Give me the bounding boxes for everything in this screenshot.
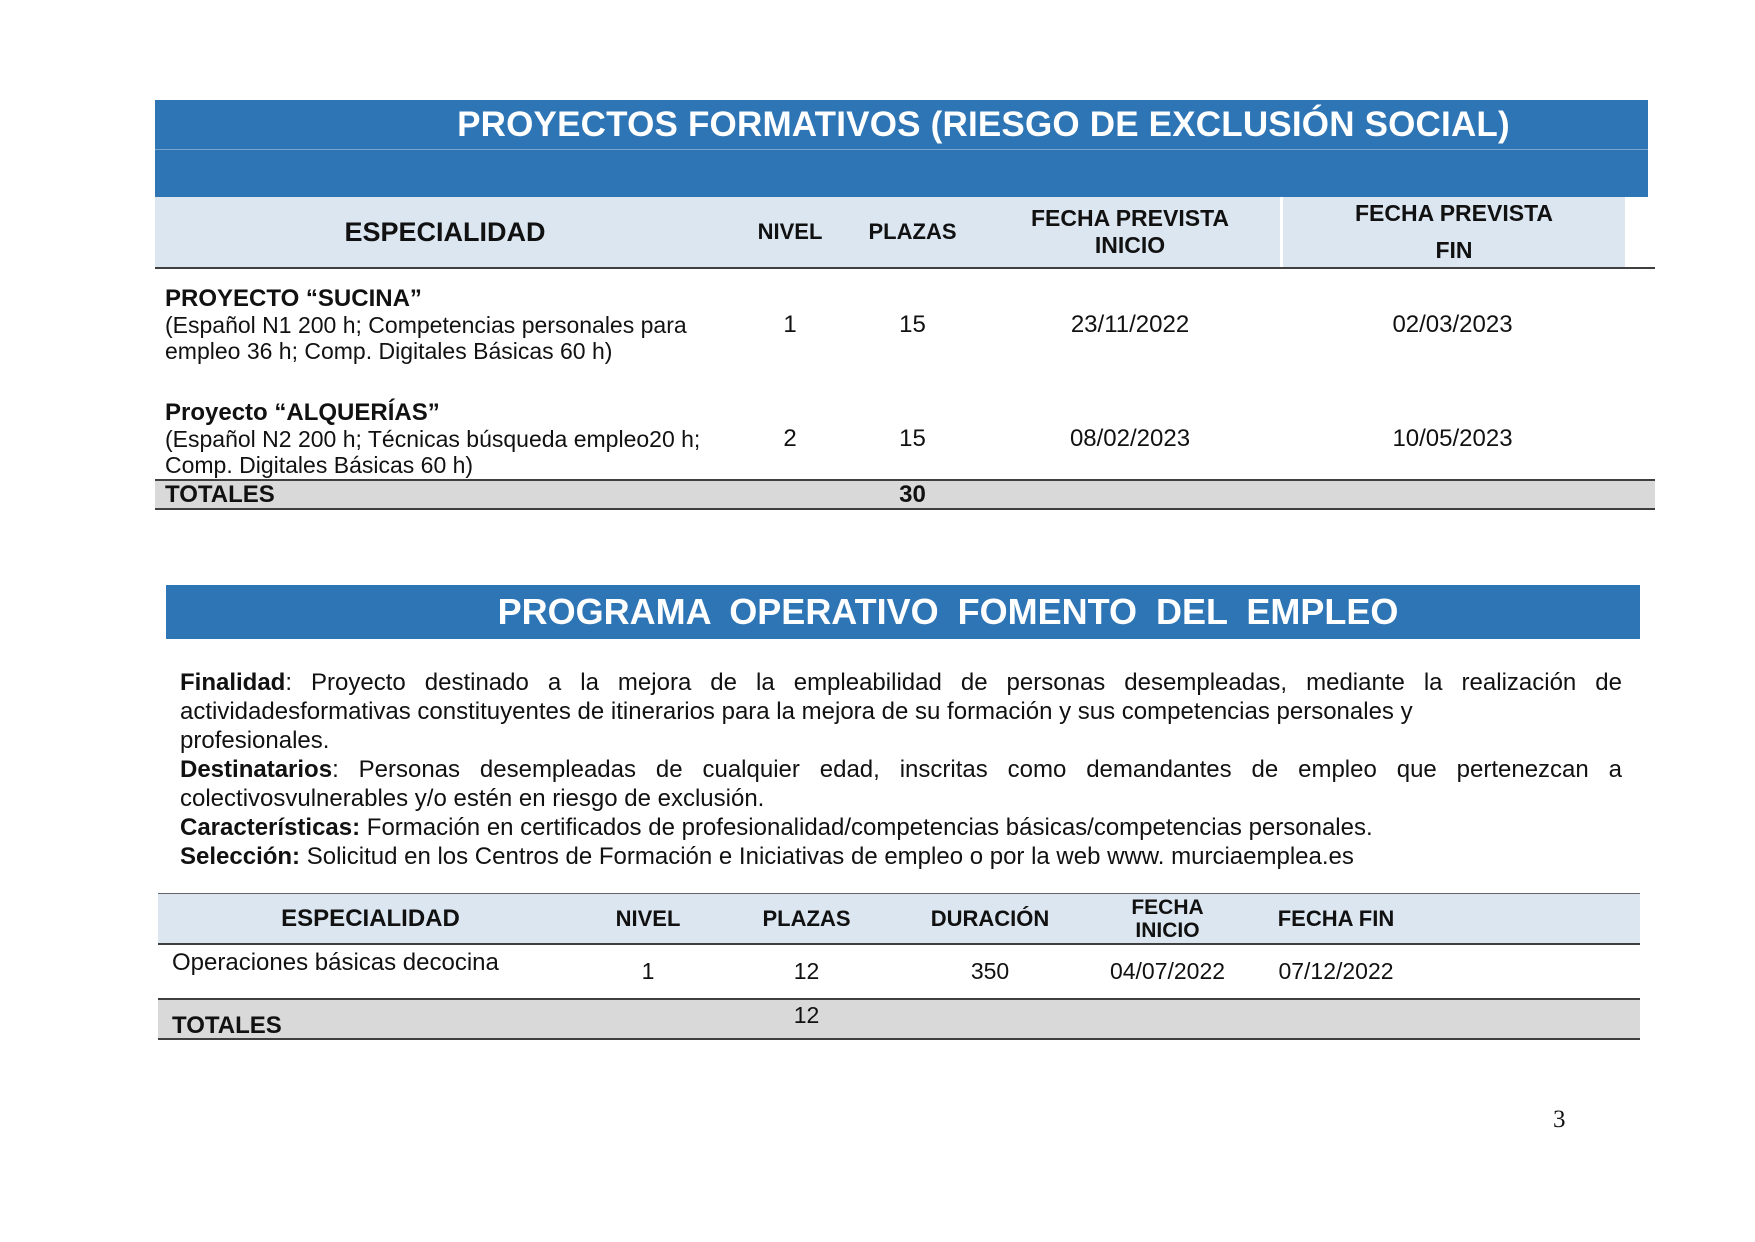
- paragraph-label: Finalidad: [180, 669, 286, 696]
- header-fecha-prevista-inicio-line1: FECHA PREVISTA: [1030, 205, 1230, 231]
- cell-nivel: 1: [641, 958, 655, 984]
- header-fecha-prevista-fin: [1280, 197, 1625, 267]
- paragraph-text: colectivosvulnerables y/o estén en riesgo de exclusión.: [180, 785, 765, 812]
- cell-spacer: [1417, 945, 1497, 998]
- proyectos-title-banner: [155, 100, 1648, 197]
- header-empty: [1417, 894, 1497, 943]
- programa-title-banner: [166, 585, 1640, 639]
- header-nivel: NIVEL: [735, 197, 845, 267]
- cell-fecha-inicio: 08/02/2023: [1069, 425, 1191, 452]
- cell-plazas: 15: [899, 425, 926, 452]
- header-fecha-fin: FECHA FIN: [1255, 894, 1417, 943]
- cell-fecha-inicio: 04/07/2022: [1109, 958, 1226, 984]
- paragraph-seleccion-line: [180, 842, 1622, 871]
- proyectos-title-row: [155, 100, 1648, 150]
- header-spacer: [1625, 197, 1655, 267]
- paragraph-finalidad-line: [180, 697, 1622, 726]
- programa-totals-row: [158, 998, 1640, 1040]
- paragraph-text: : Personas desempleadas de cualquier edad, inscritas como demandantes de empleo que pertenezcan a: [332, 756, 1622, 783]
- project-detail-line: Comp. Digitales Básicas 60 h): [165, 452, 474, 478]
- header-fecha-prevista-inicio: [980, 197, 1280, 267]
- header-plazas: PLAZAS: [845, 197, 980, 267]
- totals-spacer: [1080, 1000, 1255, 1040]
- cell-nivel: 1: [783, 311, 797, 338]
- paragraph-destinatarios-line: [180, 784, 1622, 813]
- header-nivel: NIVEL: [583, 894, 713, 943]
- section-proyectos-formativos: [155, 100, 1655, 510]
- totals-label: TOTALES: [172, 1012, 282, 1039]
- header-fecha-inicio-line2: INICIO: [1135, 918, 1200, 942]
- table-row-operaciones-basicas: [158, 945, 1640, 998]
- header-empty: [1497, 894, 1640, 943]
- page-number: 3: [1553, 1106, 1566, 1133]
- totals-spacer: [1417, 1000, 1497, 1040]
- cell-especialidad: [155, 400, 735, 478]
- project-title: Proyecto “ALQUERÍAS”: [165, 399, 440, 426]
- cell-especialidad: [155, 286, 735, 364]
- paragraph-text: Solicitud en los Centros de Formación e Iniciativas de empleo o por la web www. murciaemplea.es: [300, 843, 1354, 870]
- totals-spacer: [583, 1000, 713, 1040]
- cell-plazas: 15: [899, 311, 926, 338]
- header-fecha-inicio: [1080, 894, 1255, 943]
- cell-duracion: 350: [970, 958, 1010, 984]
- totals-spacer: [1255, 1000, 1417, 1040]
- cell-especialidad: Operaciones básicas decocina: [172, 949, 499, 976]
- totals-plazas-value: 30: [899, 481, 926, 508]
- header-fecha-prevista-fin-line1: FECHA PREVISTA: [1354, 200, 1554, 226]
- cell-spacer: [1497, 945, 1640, 998]
- paragraph-caracteristicas-line: [180, 813, 1622, 842]
- paragraph-finalidad-line: [180, 726, 1622, 755]
- proyectos-totals-row: [155, 479, 1655, 510]
- proyectos-title: PROYECTOS FORMATIVOS (RIESGO DE EXCLUSIÓN SOCIAL): [457, 104, 1510, 144]
- header-duracion: DURACIÓN: [900, 894, 1080, 943]
- header-fecha-prevista-fin-line2: FIN: [1435, 237, 1473, 263]
- cell-nivel: 2: [783, 425, 797, 452]
- cell-plazas: 12: [793, 958, 820, 984]
- header-especialidad: ESPECIALIDAD: [155, 197, 735, 267]
- totals-spacer: [1497, 1000, 1640, 1040]
- programa-table: [158, 893, 1640, 1040]
- cell-fecha-inicio: 23/11/2022: [1070, 311, 1190, 338]
- paragraph-label: Características:: [180, 814, 361, 841]
- programa-table-header: [158, 893, 1640, 945]
- project-title: PROYECTO “SUCINA”: [165, 285, 422, 312]
- header-fecha-prevista-inicio-line2: INICIO: [1094, 232, 1166, 258]
- header-fecha-inicio-line1: FECHA: [1131, 895, 1204, 919]
- project-detail-line: (Español N1 200 h; Competencias personales para: [165, 312, 687, 338]
- paragraph-text: actividadesformativas constituyentes de itinerarios para la mejora de su formación y sus competencias personales y: [180, 698, 1413, 725]
- paragraph-label: Destinatarios: [180, 756, 333, 783]
- header-especialidad: ESPECIALIDAD: [158, 894, 583, 943]
- cell-fecha-fin: 02/03/2023: [1392, 311, 1513, 338]
- totals-plazas-value: 12: [793, 1002, 820, 1028]
- cell-fecha-fin: 10/05/2023: [1392, 425, 1513, 452]
- programa-title: PROGRAMA OPERATIVO FOMENTO DEL EMPLEO: [497, 591, 1399, 632]
- proyectos-table-header: [155, 197, 1655, 269]
- table-row-proyecto-alquerias: [155, 373, 1655, 479]
- totals-label: TOTALES: [165, 481, 275, 508]
- totals-spacer: [900, 1000, 1080, 1040]
- paragraph-destinatarios-line: [180, 755, 1622, 784]
- header-plazas: PLAZAS: [713, 894, 900, 943]
- project-detail-line: empleo 36 h; Comp. Digitales Básicas 60 h): [165, 338, 613, 364]
- paragraph-label: Selección:: [180, 843, 301, 870]
- project-detail-line: (Español N2 200 h; Técnicas búsqueda empleo20 h;: [165, 426, 701, 452]
- paragraph-text: Formación en certificados de profesionalidad/competencias básicas/competencias personales.: [360, 814, 1373, 841]
- table-row-proyecto-sucina: [155, 269, 1655, 373]
- programa-description: [180, 668, 1622, 871]
- cell-fecha-fin: 07/12/2022: [1278, 958, 1394, 984]
- paragraph-finalidad-line: [180, 668, 1622, 697]
- paragraph-text: : Proyecto destinado a la mejora de la empleabilidad de personas desempleadas, mediante la realización de: [285, 669, 1622, 696]
- paragraph-text: profesionales.: [180, 727, 330, 754]
